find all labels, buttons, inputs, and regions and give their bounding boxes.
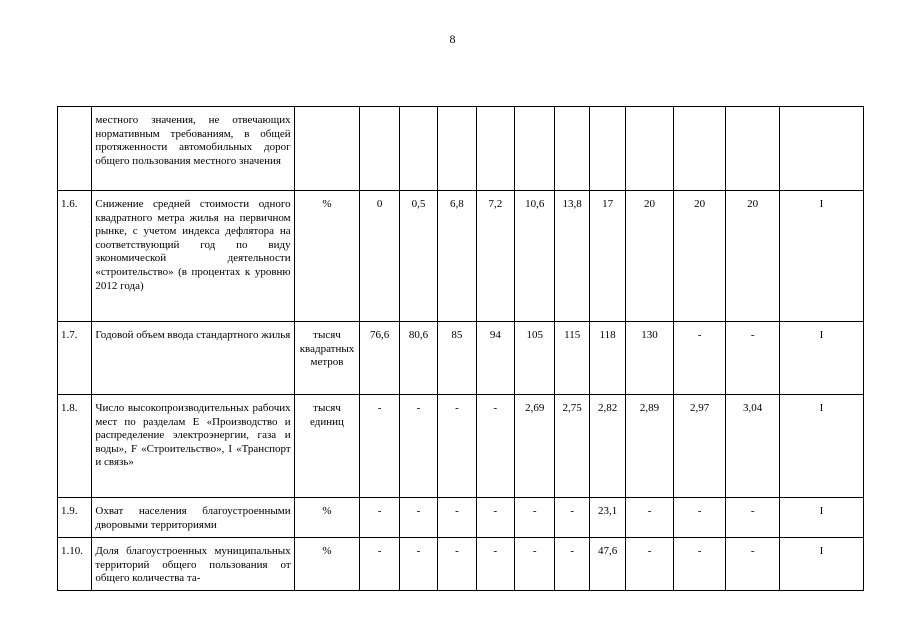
year-value: 3,04	[726, 395, 780, 498]
year-value: -	[476, 498, 514, 538]
row-number: 1.7.	[58, 322, 92, 395]
year-value: 10,6	[515, 191, 555, 322]
row-number: 1.8.	[58, 395, 92, 498]
year-value: 80,6	[399, 322, 437, 395]
year-value: 2,89	[626, 395, 674, 498]
indicator-name: Охват населения благоустроенными дворовыми территориями	[92, 498, 294, 538]
year-value: 2,69	[515, 395, 555, 498]
year-value: 2,75	[555, 395, 589, 498]
indicators-table	[57, 106, 864, 591]
table-row	[58, 538, 864, 591]
year-value: 76,6	[360, 322, 399, 395]
source-code: I	[779, 395, 863, 498]
row-number: 1.6.	[58, 191, 92, 322]
year-value: -	[360, 538, 399, 591]
year-value	[476, 107, 514, 191]
year-value: 13,8	[555, 191, 589, 322]
year-value: 20	[673, 191, 726, 322]
year-value: -	[726, 322, 780, 395]
year-value: 130	[626, 322, 674, 395]
year-value	[726, 107, 780, 191]
indicator-name: местного значения, не отвечающих нормативным требованиям, в общей протяженности автомобильных дорог общего пользования местного значения	[92, 107, 294, 191]
year-value: -	[726, 498, 780, 538]
year-value: 115	[555, 322, 589, 395]
year-value: -	[360, 395, 399, 498]
unit-of-measure: тысяч единиц	[294, 395, 360, 498]
year-value: -	[673, 322, 726, 395]
year-value: 20	[726, 191, 780, 322]
unit-of-measure: тысяч квадратных метров	[294, 322, 360, 395]
year-value: -	[626, 538, 674, 591]
year-value: -	[726, 538, 780, 591]
source-code	[779, 107, 863, 191]
year-value: -	[673, 538, 726, 591]
indicator-name: Снижение средней стоимости одного квадратного метра жилья на первичном рынке, с учетом индекса дефлятора на соответствующий год по виду экономической деятельности «строительство» (в процентах к уровню 2012 года)	[92, 191, 294, 322]
year-value: -	[399, 538, 437, 591]
indicator-name: Годовой объем ввода стандартного жилья	[92, 322, 294, 395]
year-value	[399, 107, 437, 191]
table-row	[58, 322, 864, 395]
table-row	[58, 191, 864, 322]
unit-of-measure: %	[294, 191, 360, 322]
year-value: -	[438, 538, 476, 591]
source-code: I	[779, 191, 863, 322]
year-value	[673, 107, 726, 191]
year-value: -	[515, 538, 555, 591]
year-value	[589, 107, 625, 191]
unit-of-measure: %	[294, 538, 360, 591]
year-value: -	[360, 498, 399, 538]
row-number	[58, 107, 92, 191]
year-value	[438, 107, 476, 191]
table-row	[58, 498, 864, 538]
year-value: 94	[476, 322, 514, 395]
table-row	[58, 107, 864, 191]
year-value: -	[515, 498, 555, 538]
year-value: 2,97	[673, 395, 726, 498]
year-value: -	[476, 395, 514, 498]
year-value: -	[555, 498, 589, 538]
year-value: 0	[360, 191, 399, 322]
source-code: I	[779, 498, 863, 538]
year-value: -	[438, 498, 476, 538]
table-body	[58, 107, 864, 591]
year-value: -	[673, 498, 726, 538]
row-number: 1.9.	[58, 498, 92, 538]
table-row	[58, 395, 864, 498]
year-value: -	[555, 538, 589, 591]
row-number: 1.10.	[58, 538, 92, 591]
year-value: -	[476, 538, 514, 591]
year-value: 6,8	[438, 191, 476, 322]
year-value: 47,6	[589, 538, 625, 591]
year-value: 2,82	[589, 395, 625, 498]
year-value	[555, 107, 589, 191]
year-value	[360, 107, 399, 191]
year-value: -	[626, 498, 674, 538]
unit-of-measure	[294, 107, 360, 191]
year-value: -	[438, 395, 476, 498]
year-value: 85	[438, 322, 476, 395]
year-value: -	[399, 395, 437, 498]
year-value: 105	[515, 322, 555, 395]
page-number: 8	[449, 32, 456, 46]
indicator-name: Число высокопроизводительных рабочих мест по разделам E «Производство и распределение электроэнергии, газа и воды», F «Строительство», I «Транспорт и связь»	[92, 395, 294, 498]
year-value: 17	[589, 191, 625, 322]
year-value: 20	[626, 191, 674, 322]
year-value	[515, 107, 555, 191]
year-value: -	[399, 498, 437, 538]
unit-of-measure: %	[294, 498, 360, 538]
indicator-name: Доля благоустроенных муниципальных территорий общего пользования от общего количества та-	[92, 538, 294, 591]
source-code: I	[779, 322, 863, 395]
year-value: 7,2	[476, 191, 514, 322]
year-value	[626, 107, 674, 191]
year-value: 118	[589, 322, 625, 395]
year-value: 23,1	[589, 498, 625, 538]
source-code: I	[779, 538, 863, 591]
year-value: 0,5	[399, 191, 437, 322]
